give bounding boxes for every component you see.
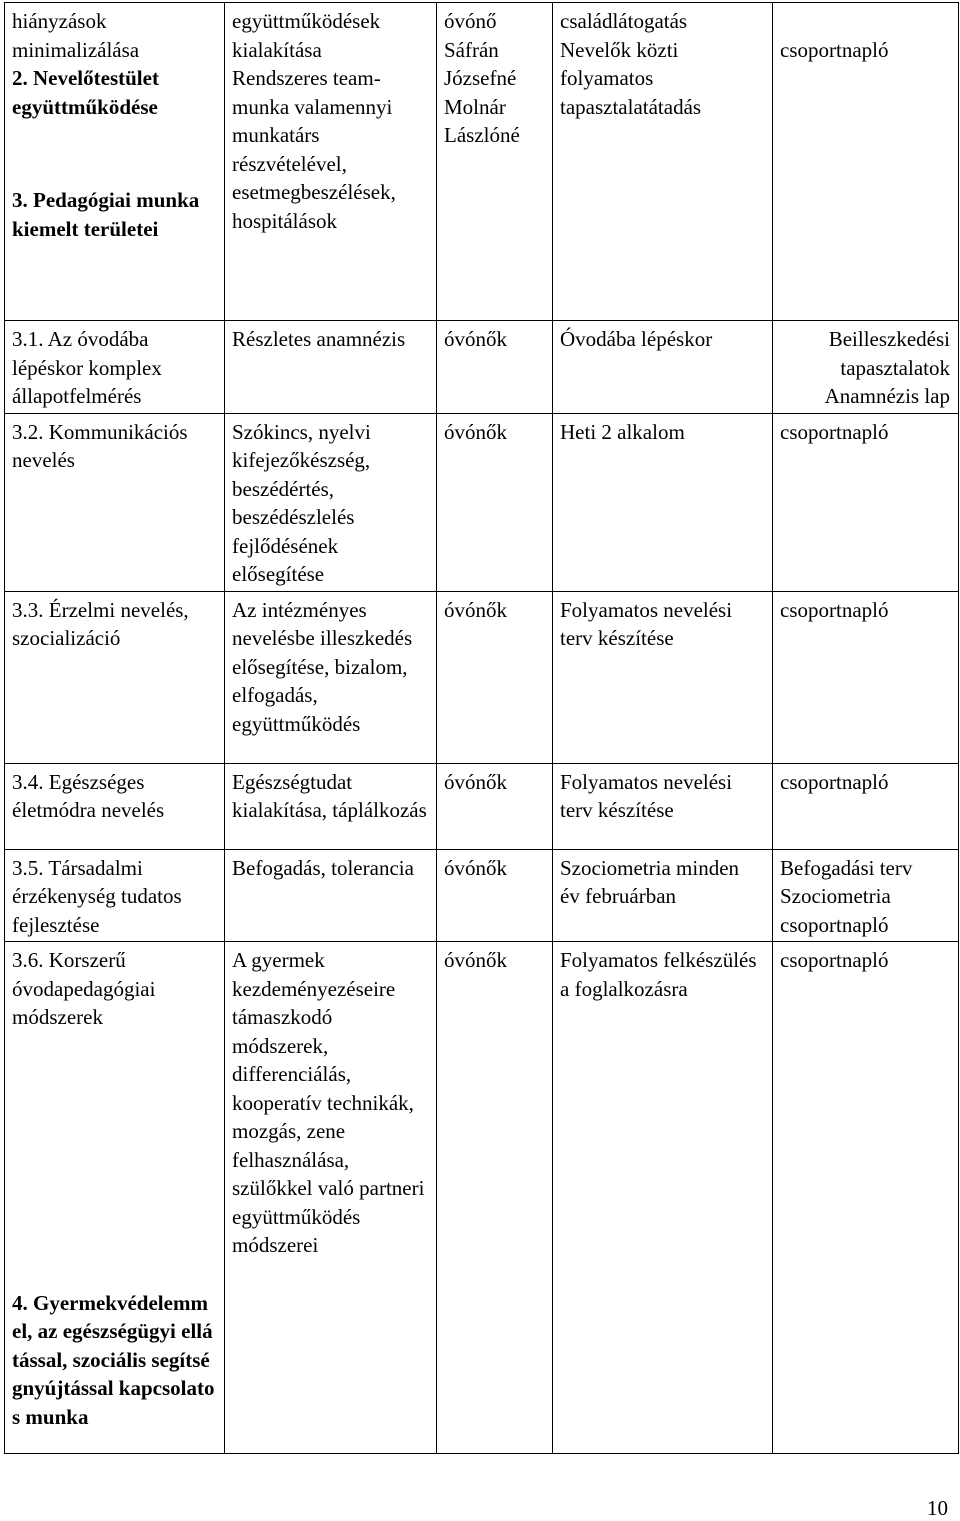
area-text: 3.3. Érzelmi nevelés, szocializáció <box>12 597 189 650</box>
cell-document <box>773 3 959 321</box>
deadline-text: Folyamatos nevelési terv készítése <box>560 597 733 650</box>
cell-task <box>225 321 437 414</box>
responsible-text: óvónők <box>444 597 507 622</box>
cell-responsible <box>437 942 553 1454</box>
task-text: Részletes anamnézis <box>232 327 406 351</box>
cell-area <box>5 321 225 414</box>
deadline-text: Folyamatos nevelési terv készítése <box>560 769 733 822</box>
cell-area <box>5 413 225 591</box>
cell-responsible <box>437 763 553 849</box>
cell-responsible <box>437 3 553 321</box>
cell-task <box>225 763 437 849</box>
task-text: Szókincs, nyelvi kifejezőkészség, beszédértés, beszédészlelés fejlődésének elősegítése <box>232 419 371 586</box>
table-row <box>5 591 959 763</box>
cell-area <box>5 942 225 1454</box>
task-text: Egészségtudat kialakítása, táplálkozás <box>232 769 427 822</box>
cell-task <box>225 942 437 1454</box>
cell-deadline <box>553 942 773 1454</box>
deadline-text: Szociometria minden év februárban <box>560 855 740 908</box>
cell-responsible <box>437 849 553 942</box>
responsible-text: óvónők <box>444 948 507 972</box>
task-text: Rendszeres team-munka valamennyi munkatárs részvételével, esetmegbeszélések, hospitálások <box>232 66 396 233</box>
area-text: 3.5. Társadalmi érzékenység tudatos fejlesztése <box>12 855 182 937</box>
cell-area <box>5 591 225 763</box>
cell-responsible <box>437 413 553 591</box>
document-text: csoportnapló <box>780 37 889 62</box>
cell-deadline <box>553 321 773 414</box>
cell-area <box>5 3 225 321</box>
cell-responsible <box>437 591 553 763</box>
cell-task <box>225 849 437 942</box>
cell-responsible <box>437 321 553 414</box>
table-row <box>5 3 959 321</box>
cell-document <box>773 413 959 591</box>
responsible-text: óvónők <box>444 327 507 351</box>
page-number: 10 <box>927 1496 948 1520</box>
area-text: 3.2. Kommunikációs nevelés <box>12 419 188 472</box>
document-text: csoportnapló <box>780 419 889 444</box>
cell-deadline <box>553 849 773 942</box>
cell-deadline <box>553 763 773 849</box>
cell-task <box>225 3 437 321</box>
plan-table <box>4 2 959 1454</box>
document-text: csoportnapló <box>780 948 889 972</box>
deadline-text: Óvodába lépéskor <box>560 327 713 351</box>
table-row <box>5 849 959 942</box>
cell-document <box>773 321 959 414</box>
document-text: csoportnapló <box>780 597 889 622</box>
document-text <box>780 7 950 36</box>
area-text: hiányzások minimalizálása <box>12 9 140 62</box>
cell-document <box>773 942 959 1454</box>
cell-task <box>225 591 437 763</box>
responsible-text: óvónő <box>444 9 497 33</box>
cell-document <box>773 763 959 849</box>
task-text: együttműködések kialakítása <box>232 9 381 62</box>
cell-document <box>773 591 959 763</box>
responsible-text: Sáfrán Józsefné Molnár Lászlóné <box>444 37 520 147</box>
responsible-text: óvónők <box>444 419 507 444</box>
area-text: 3.1. Az óvodába lépéskor komplex állapotfelmérés <box>12 327 162 408</box>
deadline-text: családlátogatás <box>560 9 688 33</box>
document-text: Beilleszkedési tapasztalatok Anamnézis lap <box>824 327 950 408</box>
area-text: 3.4. Egészséges életmódra nevelés <box>12 769 165 822</box>
area-heading: 4. Gyermekvédelemmel, az egészségügyi ellátással, szociális segítségnyújtással kapcsolatos munka <box>12 1290 215 1429</box>
table-row <box>5 413 959 591</box>
area-heading: 2. Nevelőtestület együttműködése <box>12 66 159 119</box>
task-text: Befogadás, tolerancia <box>232 855 414 880</box>
area-heading: 3. Pedagógiai munka kiemelt területei <box>12 188 200 241</box>
deadline-text: Nevelők közti folyamatos tapasztalatátadás <box>560 37 702 119</box>
responsible-text: óvónők <box>444 769 507 794</box>
document-text: csoportnapló <box>780 769 889 794</box>
table-row <box>5 321 959 414</box>
deadline-text: Folyamatos felkészülés a foglalkozásra <box>560 948 757 1001</box>
area-text: 3.6. Korszerű óvodapedagógiai módszerek <box>12 948 156 1029</box>
cell-deadline <box>553 413 773 591</box>
cell-area <box>5 763 225 849</box>
document-text: Befogadási terv Szociometria csoportnapló <box>780 855 913 937</box>
cell-document <box>773 849 959 942</box>
cell-deadline <box>553 3 773 321</box>
cell-deadline <box>553 591 773 763</box>
task-text: Az intézményes nevelésbe illeszkedés elősegítése, bizalom, elfogadás, együttműködés <box>232 597 413 736</box>
deadline-text: Heti 2 alkalom <box>560 419 685 444</box>
table-row <box>5 763 959 849</box>
task-text: A gyermek kezdeményezéseire támaszkodó módszerek, differenciálás, kooperatív technikák, mozgás, zene felhasználása, szülőkkel való partneri együttműködés módszerei <box>232 948 425 1257</box>
table-row <box>5 942 959 1454</box>
responsible-text: óvónők <box>444 855 507 880</box>
cell-area <box>5 849 225 942</box>
cell-task <box>225 413 437 591</box>
